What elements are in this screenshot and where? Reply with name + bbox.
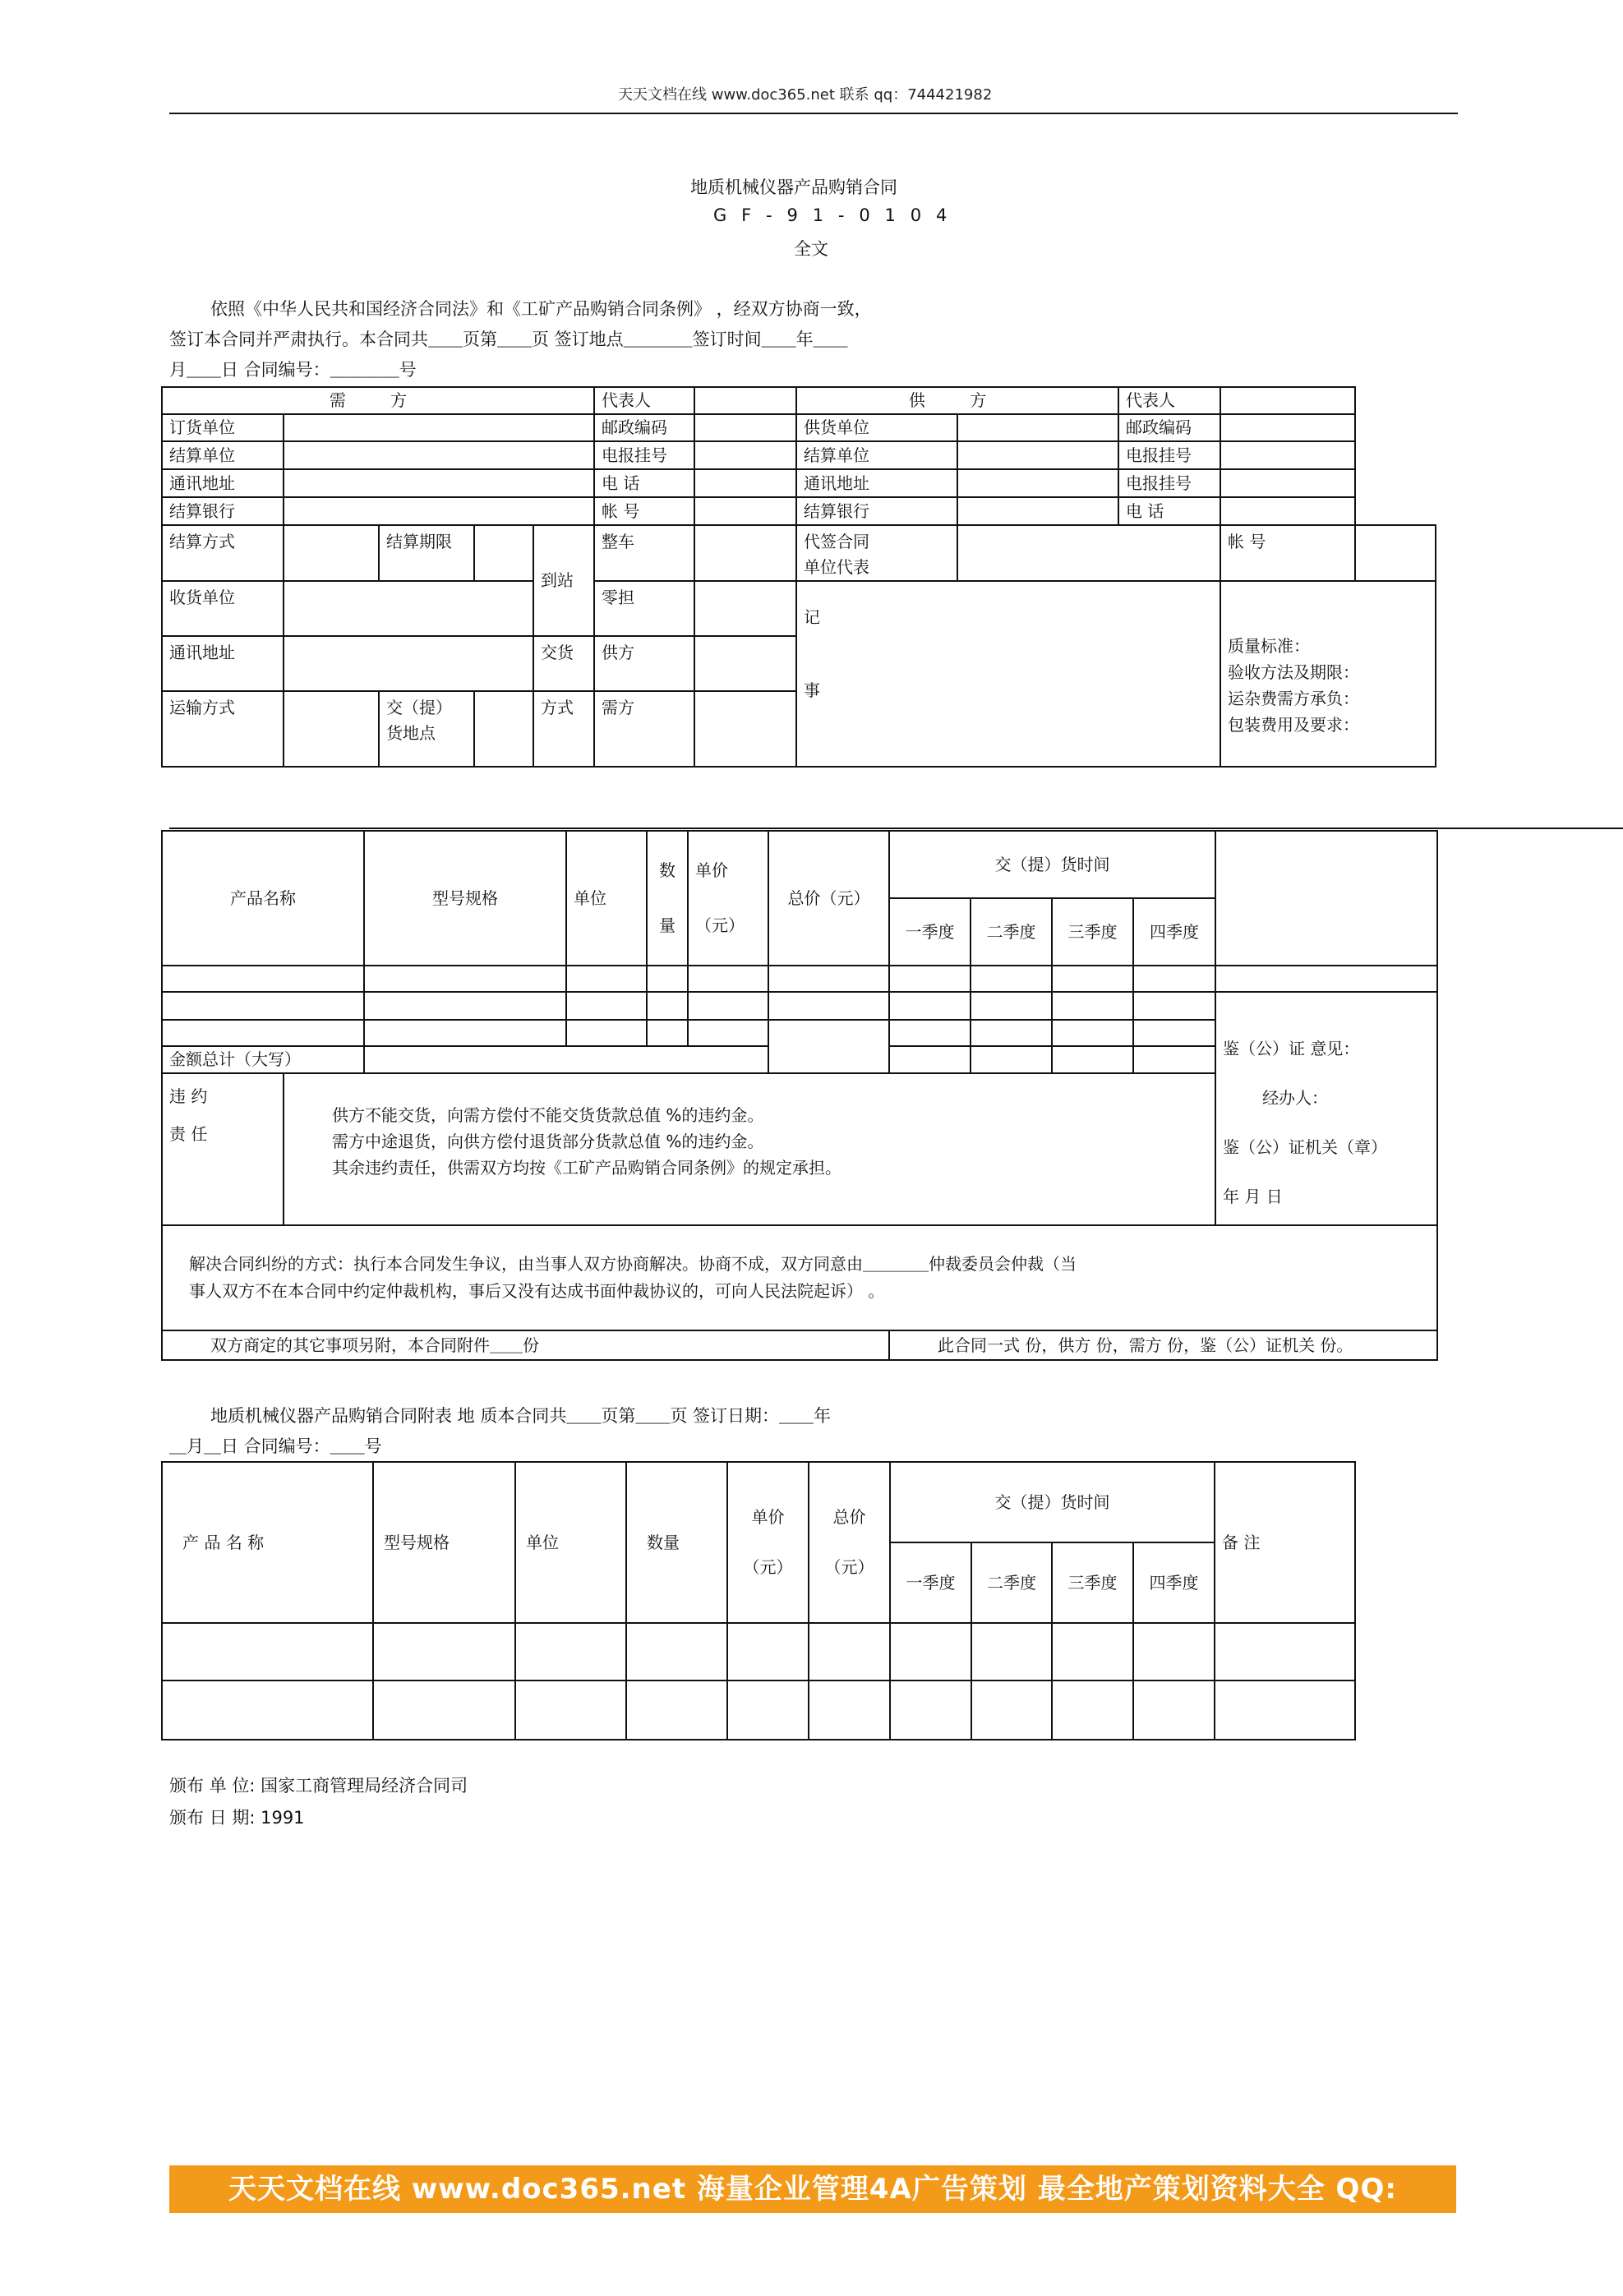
packing-label: 包装费用及要求： — [1228, 715, 1360, 735]
supplier-side-value[interactable] — [694, 636, 796, 691]
seller-rep-value[interactable] — [1220, 387, 1355, 414]
appendix-cell[interactable] — [162, 1681, 373, 1740]
col-qty-line-2: 量 — [659, 915, 675, 935]
product-cell[interactable] — [768, 992, 889, 1020]
bank-label: 结算银行 — [162, 497, 284, 525]
seller-account-label: 帐 号 — [1220, 525, 1355, 581]
product-cell[interactable] — [768, 1020, 889, 1073]
pickup-label-line-1: 交（提） — [386, 698, 452, 717]
appendix-cell[interactable] — [809, 1681, 890, 1740]
address3-value[interactable] — [284, 636, 533, 691]
product-cell[interactable] — [647, 1020, 688, 1046]
seller-account-value[interactable] — [1355, 525, 1436, 581]
col-qty — [647, 831, 688, 966]
less-car-value[interactable] — [694, 581, 796, 636]
quality-label: 质量标准： — [1228, 636, 1311, 656]
settle-period-value[interactable] — [474, 525, 533, 581]
settle-method-label: 结算方式 — [162, 525, 284, 581]
appendix-cell[interactable] — [890, 1681, 971, 1740]
col-product-name: 产品名称 — [162, 831, 364, 966]
appendix-cell[interactable] — [971, 1623, 1052, 1681]
breach-text-2: 需方中途退货，向供方偿付退货部分货款总值 %的违约金。 — [332, 1132, 764, 1151]
full-car-value[interactable] — [694, 525, 796, 581]
telegraph-value[interactable] — [694, 441, 796, 469]
col-price-line-1: 单价 — [695, 860, 728, 880]
full-car-label: 整车 — [594, 525, 694, 581]
col-price-spacer — [695, 883, 761, 913]
product-cell[interactable] — [971, 1020, 1052, 1046]
section-rule — [169, 828, 1623, 829]
transport-value[interactable] — [284, 691, 379, 767]
dispute-line-2: 事人双方不在本合同中约定仲裁机构，事后又没有达成书面仲裁协议的，可向人民法院起诉） 。 — [189, 1281, 885, 1301]
appendix-col-qty: 数量 — [626, 1462, 727, 1623]
appendix-col-q2: 二季度 — [971, 1542, 1052, 1623]
header-rule — [169, 113, 1458, 114]
appendix-cell[interactable] — [626, 1623, 727, 1681]
appendix-col-remark: 备 注 — [1215, 1462, 1355, 1623]
product-cell[interactable] — [364, 1020, 566, 1046]
verify-date: 年 月 日 — [1223, 1187, 1283, 1206]
appendix-col-total-spacer — [816, 1530, 883, 1555]
address-value[interactable] — [284, 469, 594, 497]
appendix-col-price — [727, 1462, 809, 1623]
col-qty-spacer — [654, 883, 680, 913]
transport-label: 运输方式 — [162, 691, 284, 767]
appendix-cell[interactable] — [1215, 1623, 1355, 1681]
verify-area[interactable] — [1215, 992, 1437, 1225]
breach-label — [162, 1073, 284, 1225]
verify-opinion: 鉴（公）证 意见： — [1223, 1039, 1360, 1058]
appendix-col-model: 型号规格 — [373, 1462, 515, 1623]
appendix-col-total — [809, 1462, 890, 1623]
settle-unit-label: 结算单位 — [162, 441, 284, 469]
agent-value[interactable] — [957, 525, 1220, 581]
col-q4: 四季度 — [1133, 898, 1215, 966]
product-cell[interactable] — [1052, 992, 1133, 1020]
product-cell[interactable] — [162, 1020, 364, 1046]
product-cell[interactable] — [162, 992, 364, 1020]
supply-unit-label: 供货单位 — [796, 414, 957, 441]
appendix-line-2: ＿月＿日 合同编号：＿＿号 — [169, 1436, 382, 1456]
appendix-cell[interactable] — [162, 1623, 373, 1681]
order-unit-value[interactable] — [284, 414, 594, 441]
col-q1: 一季度 — [889, 898, 971, 966]
product-cell[interactable] — [1052, 1046, 1133, 1073]
settle-period-label: 结算期限 — [379, 525, 474, 581]
appendix-col-delivery-time: 交（提）货时间 — [890, 1462, 1215, 1542]
product-cell[interactable] — [889, 992, 971, 1020]
product-cell[interactable] — [889, 1020, 971, 1046]
seller-settle-unit-value[interactable] — [957, 441, 1118, 469]
product-cell[interactable] — [647, 966, 688, 992]
appendix-cell[interactable] — [373, 1623, 515, 1681]
seller-settle-unit-label: 结算单位 — [796, 441, 957, 469]
buyer-header: 需 方 — [162, 387, 594, 414]
document-code: GF-91-0104 — [713, 205, 962, 225]
page-header: 天天文档在线 www.doc365.net 联系 qq：744421982 — [618, 86, 993, 104]
product-cell[interactable] — [566, 1020, 647, 1046]
other-matters: 双方商定的其它事项另附，本合同附件＿＿份 — [162, 1330, 889, 1360]
col-blank — [1215, 831, 1437, 966]
appendix-cell[interactable] — [373, 1681, 515, 1740]
product-cell[interactable] — [1133, 1020, 1215, 1046]
amount-total-label: 金额总计（大写） — [162, 1046, 364, 1073]
col-q3: 三季度 — [1052, 898, 1133, 966]
appendix-col-q1: 一季度 — [890, 1542, 971, 1623]
appendix-cell[interactable] — [890, 1623, 971, 1681]
verify-seal: 鉴（公）证机关（章） — [1223, 1137, 1387, 1157]
seller-phone-label: 电 话 — [1118, 497, 1220, 525]
dispute-clause — [162, 1225, 1437, 1330]
seller-bank-value[interactable] — [957, 497, 1118, 525]
supply-unit-value[interactable] — [957, 414, 1118, 441]
pickup-label-line-2: 货地点 — [386, 723, 436, 743]
product-cell[interactable] — [364, 966, 566, 992]
product-cell[interactable] — [688, 966, 768, 992]
notes-area[interactable] — [796, 581, 1220, 767]
seller-telegraph-label: 电报挂号 — [1118, 441, 1220, 469]
appendix-cell[interactable] — [727, 1623, 809, 1681]
copies-clause: 此合同一式 份，供方 份，需方 份，鉴（公）证机关 份。 — [889, 1330, 1437, 1360]
buyer-rep-value[interactable] — [694, 387, 796, 414]
buyer-side-label: 需方 — [594, 691, 694, 767]
appendix-cell[interactable] — [1133, 1623, 1215, 1681]
product-cell[interactable] — [971, 966, 1052, 992]
party-table — [161, 386, 1436, 768]
appendix-col-price-line-2: （元） — [743, 1557, 793, 1577]
delivery-label-2: 方式 — [533, 691, 594, 767]
issue-date: 颁布 日 期: 1991 — [169, 1808, 305, 1828]
seller-address-value[interactable] — [957, 469, 1118, 497]
intro-line-3: 月＿＿日 合同编号：＿＿＿＿号 — [169, 360, 417, 380]
postcode-value[interactable] — [694, 414, 796, 441]
appendix-cell[interactable] — [1052, 1623, 1133, 1681]
appendix-cell[interactable] — [626, 1681, 727, 1740]
account-value[interactable] — [694, 497, 796, 525]
less-car-label: 零担 — [594, 581, 694, 636]
appendix-col-q4: 四季度 — [1133, 1542, 1215, 1623]
breach-text — [284, 1073, 1215, 1225]
product-cell[interactable] — [971, 992, 1052, 1020]
pickup-label — [379, 691, 474, 767]
acceptance-label: 验收方法及期限： — [1228, 662, 1360, 682]
receive-unit-label: 收货单位 — [162, 581, 284, 636]
seller-telegraph3-label: 电报挂号 — [1118, 469, 1220, 497]
product-cell[interactable] — [971, 1046, 1052, 1073]
product-cell[interactable] — [1133, 966, 1215, 992]
col-price — [688, 831, 768, 966]
notes-label-1: 记 — [804, 607, 821, 627]
notes-spacer — [804, 630, 1213, 678]
appendix-col-price-spacer — [735, 1530, 801, 1555]
appendix-cell[interactable] — [809, 1623, 890, 1681]
receive-unit-value[interactable] — [284, 581, 533, 636]
appendix-col-name: 产 品 名 称 — [162, 1462, 373, 1623]
dispute-line-1: 解决合同纠纷的方式：执行本合同发生争议，由当事人双方协商解决。协商不成，双方同意由＿＿＿＿仲裁委员会仲裁（当 — [189, 1254, 1077, 1274]
document-subtitle: 全文 — [794, 239, 828, 259]
product-cell[interactable] — [1052, 966, 1133, 992]
product-cell[interactable] — [364, 992, 566, 1020]
terms-area[interactable] — [1220, 581, 1436, 767]
agent-label-line-1: 代签合同 — [804, 532, 870, 551]
appendix-cell[interactable] — [1215, 1681, 1355, 1740]
settle-unit-value[interactable] — [284, 441, 594, 469]
address-label: 通讯地址 — [162, 469, 284, 497]
seller-phone-value[interactable] — [1220, 497, 1355, 525]
col-unit: 单位 — [566, 831, 647, 966]
agent-label-line-2: 单位代表 — [804, 557, 870, 577]
product-cell[interactable] — [566, 966, 647, 992]
appendix-cell[interactable] — [1133, 1681, 1215, 1740]
telegraph-label: 电报挂号 — [594, 441, 694, 469]
appendix-cell[interactable] — [971, 1681, 1052, 1740]
breach-label-line-1: 违 约 — [169, 1086, 208, 1106]
buyer-rep-label: 代表人 — [594, 387, 694, 414]
amount-total-value[interactable] — [364, 1046, 768, 1073]
appendix-col-q3: 三季度 — [1052, 1542, 1133, 1623]
appendix-line-1: 地质机械仪器产品购销合同附表 地 质本合同共＿＿页第＿＿页 签订日期：＿＿年 — [210, 1406, 832, 1426]
settle-method-value[interactable] — [284, 525, 379, 581]
intro-line-1: 依照《中华人民共和国经济合同法》和《工矿产品购销合同条例》 ，经双方协商一致， — [210, 299, 872, 319]
seller-postcode-label: 邮政编码 — [1118, 414, 1220, 441]
col-total: 总价（元） — [768, 831, 889, 966]
product-cell[interactable] — [768, 966, 889, 992]
seller-postcode-value[interactable] — [1220, 414, 1355, 441]
seller-header: 供 方 — [796, 387, 1118, 414]
phone-value[interactable] — [694, 469, 796, 497]
appendix-cell[interactable] — [727, 1681, 809, 1740]
col-delivery-time: 交（提）货时间 — [889, 831, 1215, 898]
handler-label: 经办人： — [1262, 1088, 1328, 1108]
appendix-col-total-line-1: 总价 — [832, 1507, 866, 1527]
station-label: 到站 — [533, 525, 594, 636]
col-price-line-2: （元） — [695, 915, 745, 935]
document-title: 地质机械仪器产品购销合同 — [690, 178, 897, 197]
product-table — [161, 830, 1438, 1361]
seller-rep-label: 代表人 — [1118, 387, 1220, 414]
address3-label: 通讯地址 — [162, 636, 284, 691]
issue-unit: 颁布 单 位: 国家工商管理局经济合同司 — [169, 1776, 468, 1796]
pickup-value[interactable] — [474, 691, 533, 767]
supplier-side-label: 供方 — [594, 636, 694, 691]
appendix-col-price-line-1: 单价 — [751, 1507, 785, 1527]
seller-bank-label: 结算银行 — [796, 497, 957, 525]
postcode-label: 邮政编码 — [594, 414, 694, 441]
freight-label: 运杂费需方承负： — [1228, 689, 1360, 708]
appendix-table — [161, 1461, 1356, 1740]
buyer-side-value[interactable] — [694, 691, 796, 767]
account-label: 帐 号 — [594, 497, 694, 525]
product-cell[interactable] — [1133, 1046, 1215, 1073]
product-cell[interactable] — [647, 992, 688, 1020]
phone-label: 电 话 — [594, 469, 694, 497]
notes-label-2: 事 — [804, 680, 821, 700]
delivery-label-1: 交货 — [533, 636, 594, 691]
product-cell[interactable] — [889, 966, 971, 992]
appendix-cell[interactable] — [1052, 1681, 1133, 1740]
appendix-col-total-line-2: （元） — [824, 1557, 874, 1577]
seller-address-label: 通讯地址 — [796, 469, 957, 497]
product-cell[interactable] — [1215, 966, 1437, 992]
appendix-col-unit: 单位 — [515, 1462, 626, 1623]
appendix-cell[interactable] — [515, 1623, 626, 1681]
breach-text-1: 供方不能交货，向需方偿付不能交货货款总值 %的违约金。 — [332, 1105, 764, 1125]
footer-banner[interactable]: 天天文档在线 www.doc365.net 海量企业管理4A广告策划 最全地产策划资料大全 QQ: 744421982 — [169, 2165, 1456, 2213]
breach-label-line-2: 责 任 — [169, 1124, 208, 1144]
order-unit-label: 订货单位 — [162, 414, 284, 441]
col-qty-line-1: 数 — [659, 860, 675, 880]
product-cell[interactable] — [566, 992, 647, 1020]
agent-label — [796, 525, 957, 581]
seller-telegraph3-value[interactable] — [1220, 469, 1355, 497]
product-cell[interactable] — [889, 1046, 971, 1073]
product-cell[interactable] — [688, 992, 768, 1020]
product-cell[interactable] — [688, 1020, 768, 1046]
col-q2: 二季度 — [971, 898, 1052, 966]
product-cell[interactable] — [162, 966, 364, 992]
intro-line-2: 签订本合同并严肃执行。本合同共＿＿页第＿＿页 签订地点＿＿＿＿签订时间＿＿年＿＿ — [169, 330, 848, 349]
seller-telegraph-value[interactable] — [1220, 441, 1355, 469]
breach-text-3: 其余违约责任，供需双方均按《工矿产品购销合同条例》的规定承担。 — [332, 1158, 841, 1178]
bank-value[interactable] — [284, 497, 594, 525]
appendix-cell[interactable] — [515, 1681, 626, 1740]
product-cell[interactable] — [1133, 992, 1215, 1020]
col-model: 型号规格 — [364, 831, 566, 966]
product-cell[interactable] — [1052, 1020, 1133, 1046]
